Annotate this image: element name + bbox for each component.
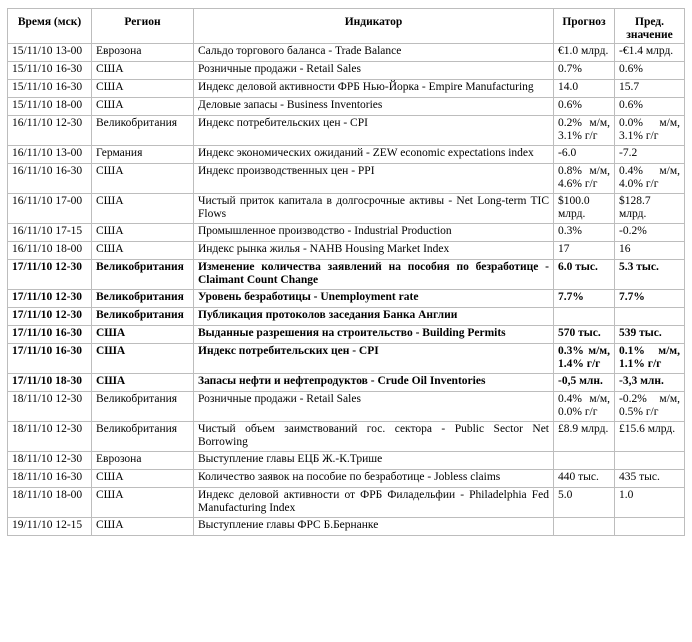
header-time: Время (мск) (8, 9, 92, 44)
cell-time: 16/11/10 18-00 (8, 242, 92, 260)
cell-time: 18/11/10 18-00 (8, 488, 92, 518)
cell-time: 15/11/10 16-30 (8, 80, 92, 98)
cell-previous: -7.2 (615, 146, 685, 164)
cell-time: 19/11/10 12-15 (8, 518, 92, 536)
cell-region: США (92, 470, 194, 488)
cell-previous (615, 308, 685, 326)
cell-indicator: Деловые запасы - Business Inventories (194, 98, 554, 116)
cell-region: США (92, 344, 194, 374)
cell-time: 17/11/10 12-30 (8, 260, 92, 290)
cell-time: 18/11/10 16-30 (8, 470, 92, 488)
cell-previous: 1.0 (615, 488, 685, 518)
cell-previous: 15.7 (615, 80, 685, 98)
cell-region: США (92, 224, 194, 242)
cell-forecast: -0,5 млн. (554, 374, 615, 392)
cell-indicator: Изменение количества заявлений на пособия по безработице - Claimant Count Change (194, 260, 554, 290)
header-previous: Пред. значение (615, 9, 685, 44)
cell-forecast: 0.2% м/м, 3.1% г/г (554, 116, 615, 146)
cell-forecast: 5.0 (554, 488, 615, 518)
cell-previous: -€1.4 млрд. (615, 44, 685, 62)
cell-region: США (92, 518, 194, 536)
table-row (8, 488, 685, 518)
cell-previous: 5.3 тыс. (615, 260, 685, 290)
cell-previous: 0.6% (615, 98, 685, 116)
cell-previous: -3,3 млн. (615, 374, 685, 392)
table-row (8, 470, 685, 488)
cell-previous: $128.7 млрд. (615, 194, 685, 224)
cell-indicator: Уровень безработицы - Unemployment rate (194, 290, 554, 308)
table-row (8, 44, 685, 62)
cell-indicator: Индекс рынка жилья - NAHB Housing Market Index (194, 242, 554, 260)
cell-forecast: 14.0 (554, 80, 615, 98)
cell-time: 16/11/10 17-00 (8, 194, 92, 224)
cell-previous: 0.6% (615, 62, 685, 80)
cell-indicator: Индекс производственных цен - PPI (194, 164, 554, 194)
cell-region: Великобритания (92, 116, 194, 146)
cell-region: США (92, 194, 194, 224)
table-row (8, 422, 685, 452)
cell-time: 16/11/10 17-15 (8, 224, 92, 242)
cell-time: 17/11/10 12-30 (8, 308, 92, 326)
table-row (8, 116, 685, 146)
cell-indicator: Промышленное производство - Industrial Production (194, 224, 554, 242)
cell-time: 15/11/10 18-00 (8, 98, 92, 116)
cell-time: 17/11/10 16-30 (8, 344, 92, 374)
cell-indicator: Индекс экономических ожиданий - ZEW economic expectations index (194, 146, 554, 164)
cell-region: Германия (92, 146, 194, 164)
cell-time: 18/11/10 12-30 (8, 452, 92, 470)
cell-region: США (92, 98, 194, 116)
header-row (8, 9, 685, 44)
table-row (8, 290, 685, 308)
table-row (8, 518, 685, 536)
cell-indicator: Чистый объем заимствований гос. сектора - Public Sector Net Borrowing (194, 422, 554, 452)
table-row (8, 260, 685, 290)
table-row (8, 308, 685, 326)
cell-forecast: £8.9 млрд. (554, 422, 615, 452)
cell-time: 15/11/10 16-30 (8, 62, 92, 80)
cell-indicator: Выданные разрешения на строительство - Building Permits (194, 326, 554, 344)
header-region: Регион (92, 9, 194, 44)
cell-previous: 0.0% м/м, 3.1% г/г (615, 116, 685, 146)
cell-indicator: Чистый приток капитала в долгосрочные активы - Net Long-term TIC Flows (194, 194, 554, 224)
cell-region: Еврозона (92, 452, 194, 470)
cell-region: Великобритания (92, 260, 194, 290)
table-row (8, 80, 685, 98)
cell-indicator: Индекс потребительских цен - CPI (194, 344, 554, 374)
cell-previous (615, 518, 685, 536)
table-row (8, 374, 685, 392)
cell-indicator: Сальдо торгового баланса - Trade Balance (194, 44, 554, 62)
cell-forecast: 570 тыс. (554, 326, 615, 344)
table-row (8, 326, 685, 344)
cell-previous: 539 тыс. (615, 326, 685, 344)
table-row (8, 98, 685, 116)
cell-time: 15/11/10 13-00 (8, 44, 92, 62)
cell-region: США (92, 374, 194, 392)
table-row (8, 392, 685, 422)
cell-time: 18/11/10 12-30 (8, 392, 92, 422)
economic-calendar-table (7, 8, 685, 536)
cell-previous: 435 тыс. (615, 470, 685, 488)
cell-time: 16/11/10 13-00 (8, 146, 92, 164)
cell-indicator: Розничные продажи - Retail Sales (194, 392, 554, 422)
table-body (8, 44, 685, 536)
cell-forecast: 17 (554, 242, 615, 260)
header-forecast: Прогноз (554, 9, 615, 44)
cell-region: Великобритания (92, 290, 194, 308)
cell-forecast: 7.7% (554, 290, 615, 308)
cell-forecast: 0.3% м/м, 1.4% г/г (554, 344, 615, 374)
cell-region: США (92, 62, 194, 80)
cell-previous: £15.6 млрд. (615, 422, 685, 452)
cell-forecast (554, 518, 615, 536)
header-indicator: Индикатор (194, 9, 554, 44)
cell-indicator: Выступление главы ФРС Б.Бернанке (194, 518, 554, 536)
cell-region: Великобритания (92, 308, 194, 326)
cell-forecast (554, 308, 615, 326)
table-row (8, 242, 685, 260)
table-row (8, 224, 685, 242)
cell-region: Великобритания (92, 422, 194, 452)
cell-time: 17/11/10 12-30 (8, 290, 92, 308)
cell-forecast: $100.0 млрд. (554, 194, 615, 224)
cell-forecast: -6.0 (554, 146, 615, 164)
cell-time: 17/11/10 18-30 (8, 374, 92, 392)
cell-indicator: Индекс деловой активности от ФРБ Филадельфии - Philadelphia Fed Manufacturing Index (194, 488, 554, 518)
cell-region: Великобритания (92, 392, 194, 422)
cell-indicator: Запасы нефти и нефтепродуктов - Crude Oil Inventories (194, 374, 554, 392)
table-row (8, 452, 685, 470)
cell-forecast: 0.6% (554, 98, 615, 116)
cell-forecast: €1.0 млрд. (554, 44, 615, 62)
cell-previous (615, 452, 685, 470)
cell-previous: -0.2% м/м, 0.5% г/г (615, 392, 685, 422)
cell-indicator: Количество заявок на пособие по безработице - Jobless claims (194, 470, 554, 488)
cell-indicator: Индекс потребительских цен - CPI (194, 116, 554, 146)
cell-region: Еврозона (92, 44, 194, 62)
cell-indicator: Публикация протоколов заседания Банка Англии (194, 308, 554, 326)
table-row (8, 194, 685, 224)
cell-time: 16/11/10 16-30 (8, 164, 92, 194)
cell-forecast: 0.3% (554, 224, 615, 242)
table-row (8, 146, 685, 164)
cell-previous: 0.4% м/м, 4.0% г/г (615, 164, 685, 194)
cell-time: 18/11/10 12-30 (8, 422, 92, 452)
cell-indicator: Индекс деловой активности ФРБ Нью-Йорка - Empire Manufacturing (194, 80, 554, 98)
cell-forecast: 440 тыс. (554, 470, 615, 488)
cell-forecast (554, 452, 615, 470)
cell-forecast: 6.0 тыс. (554, 260, 615, 290)
cell-previous: 7.7% (615, 290, 685, 308)
cell-region: США (92, 326, 194, 344)
cell-forecast: 0.4% м/м, 0.0% г/г (554, 392, 615, 422)
cell-previous: -0.2% (615, 224, 685, 242)
cell-region: США (92, 164, 194, 194)
table-row (8, 344, 685, 374)
cell-forecast: 0.8% м/м, 4.6% г/г (554, 164, 615, 194)
cell-indicator: Выступление главы ЕЦБ Ж.-К.Трише (194, 452, 554, 470)
cell-time: 16/11/10 12-30 (8, 116, 92, 146)
cell-previous: 0.1% м/м, 1.1% г/г (615, 344, 685, 374)
cell-region: США (92, 80, 194, 98)
cell-previous: 16 (615, 242, 685, 260)
cell-forecast: 0.7% (554, 62, 615, 80)
table-row (8, 164, 685, 194)
cell-region: США (92, 488, 194, 518)
cell-time: 17/11/10 16-30 (8, 326, 92, 344)
cell-indicator: Розничные продажи - Retail Sales (194, 62, 554, 80)
table-row (8, 62, 685, 80)
cell-region: США (92, 242, 194, 260)
